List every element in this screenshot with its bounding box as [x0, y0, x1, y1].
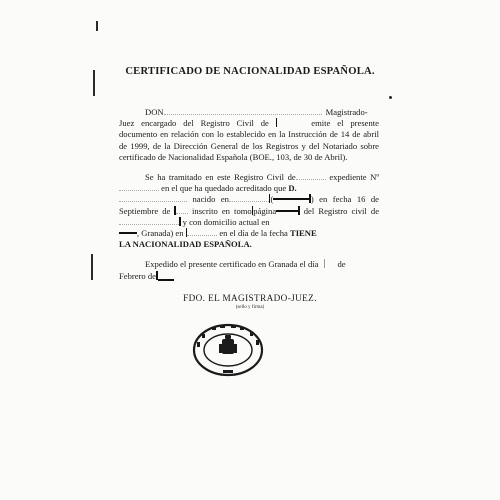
margin-mark-left-2 — [91, 254, 93, 280]
expediente-label: expediente Nº — [329, 172, 379, 183]
margin-mark-right-dot — [389, 96, 392, 99]
fecha-text: fecha 16 de Septiembre de — [119, 194, 379, 216]
year-field — [176, 213, 188, 214]
expedido-text: Expedido el presente certificado en Granada el día — [145, 259, 319, 270]
signature-sublabel: (sello y firma) — [235, 305, 265, 310]
paragraph-expediente — [119, 172, 379, 250]
instruction-text: documento en relación con lo establecido en la Instrucción de 14 de abril de 1999, de la Dirección General de los Registros y del Notariado sobre certificado de Nacionalidad Española (BOE., 103, de 30 de Abril). — [119, 129, 379, 162]
nacido-text: nacido en — [192, 194, 229, 205]
emite-text: emite el presente — [311, 118, 379, 129]
paragraph-declarant — [119, 107, 379, 163]
redaction-line — [273, 198, 309, 200]
redaction-line — [119, 232, 137, 234]
redaction-bar — [298, 206, 300, 215]
paren-open: ( — [270, 194, 274, 205]
del-text: del — [303, 205, 315, 216]
redaction-bar — [276, 118, 278, 127]
tiene-bold: TIENE — [289, 228, 317, 239]
don-label: DON — [145, 107, 164, 117]
document-title: CERTIFICADO DE NACIONALIDAD ESPAÑOLA. — [125, 66, 375, 77]
role-label: Magistrado- — [325, 107, 368, 117]
court-stamp — [176, 320, 280, 378]
redaction-line — [158, 279, 174, 281]
name-field — [164, 114, 322, 115]
expediente-number-field — [119, 190, 159, 191]
paragraph-expedido — [119, 259, 379, 281]
febrero-text: Febrero de — [119, 270, 156, 281]
acreditado-text: en el que ha quedado acreditado que — [161, 183, 287, 194]
paren-close-en: ) en — [310, 194, 328, 205]
stamp-graphic — [176, 320, 280, 378]
date-field — [187, 235, 217, 236]
inscrito-text: inscrito en tomo — [192, 205, 252, 216]
domicilio-text: y con domicilio actual en — [182, 216, 270, 227]
registry-text: Juez encargado del Registro Civil de — [119, 118, 269, 129]
tramitado-text: Se ha tramitado en este Registro Civil de — [145, 172, 296, 183]
person-name-field — [119, 201, 187, 202]
registry-city-field — [296, 179, 326, 180]
de-text: de — [337, 259, 346, 270]
granada-text: , Granada) en — [137, 228, 184, 239]
signature-line: FDO. EL MAGISTRADO-JUEZ. — [183, 293, 317, 303]
punch-mark-top — [96, 21, 98, 31]
redaction-bar — [324, 259, 325, 268]
registro-civil-text: Registro civil de — [318, 205, 380, 216]
document-body — [119, 107, 379, 282]
redaction-bar — [179, 217, 181, 226]
redaction-line — [276, 210, 298, 212]
registry-field — [119, 224, 179, 225]
pagina-text: página — [253, 205, 277, 216]
dia-fecha-text: en el día de la fecha — [219, 228, 288, 239]
don-bold: D. — [288, 183, 297, 194]
nacionalidad-bold: LA NACIONALIDAD ESPAÑOLA. — [119, 239, 252, 250]
birthplace-field — [229, 201, 269, 202]
